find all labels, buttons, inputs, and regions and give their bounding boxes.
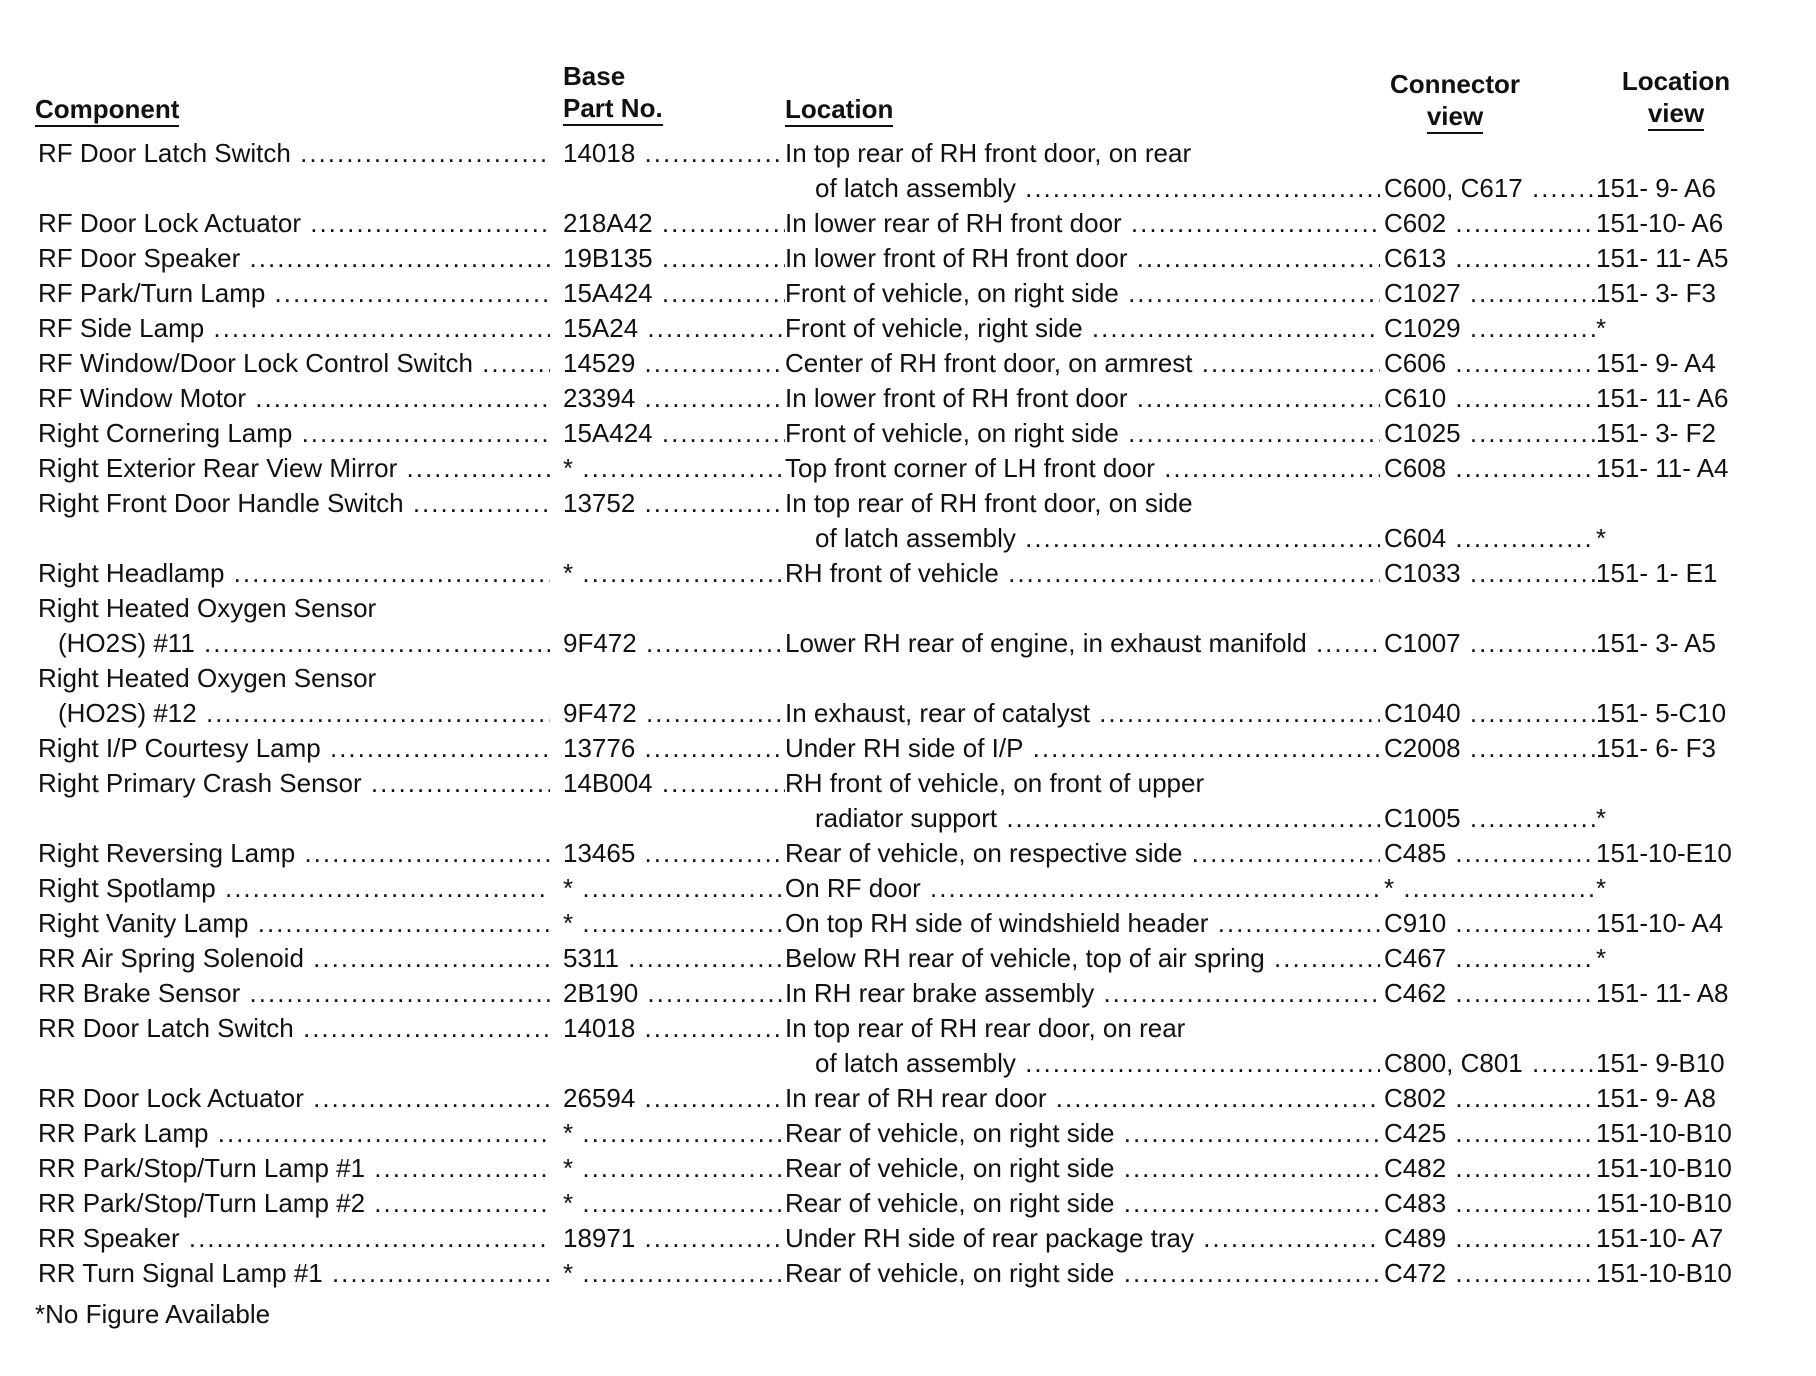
location-cell: of latch assembly ..... [815,521,1380,556]
table-row [0,416,1816,451]
component-cell: Right Primary Crash Sensor ..... [38,766,550,801]
connector-view-cell: C1027 ..... [1384,276,1596,311]
component-cell: RR Turn Signal Lamp #1 ..... [38,1256,550,1291]
table-row [0,1081,1816,1116]
table-row [0,1186,1816,1221]
connector-view-cell: C489 ..... [1384,1221,1596,1256]
part-number-cell: 14018 ..... [563,136,785,171]
table-row [0,1011,1816,1046]
part-number-cell: 9F472 ..... [563,696,785,731]
location-view-cell [1596,1011,1766,1046]
location-cell: Rear of vehicle, on right side ..... [785,1151,1380,1186]
location-cell: Center of RH front door, on armrest ..... [785,346,1380,381]
component-cell: RR Door Lock Actuator ..... [38,1081,550,1116]
part-number-cell [563,801,785,836]
location-cell: Front of vehicle, right side ..... [785,311,1380,346]
location-view-cell: 151- 6- F3 [1596,733,1716,763]
location-cell: RH front of vehicle ..... [785,556,1380,591]
location-cell: In top rear of RH rear door, on rear [785,1013,1186,1043]
table-row [0,451,1816,486]
connector-view-cell: C613 ..... [1384,241,1596,276]
location-cell: RH front of vehicle, on front of upper [785,768,1205,798]
component-cell: RR Door Latch Switch ..... [38,1011,550,1046]
component-cell: RF Park/Turn Lamp ..... [38,276,550,311]
component-cell: Right Exterior Rear View Mirror ..... [38,451,550,486]
connector-view-cell: C1029 ..... [1384,311,1596,346]
table-row [0,1221,1816,1256]
part-number-cell: 13465 ..... [563,836,785,871]
connector-view-cell: C1040 ..... [1384,696,1596,731]
location-view-cell: 151- 3- A5 [1596,628,1716,658]
component-cell: RR Air Spring Solenoid ..... [38,941,550,976]
table-row [0,941,1816,976]
component-cell: RF Door Latch Switch ..... [38,136,550,171]
connector-view-cell: C802 ..... [1384,1081,1596,1116]
location-cell: On top RH side of windshield header ..... [785,906,1380,941]
table-row [0,591,1816,626]
component-cell [38,1046,550,1081]
connector-view-cell: C462 ..... [1384,976,1596,1011]
location-view-cell: 151- 11- A5 [1596,243,1729,273]
table-body [0,136,1816,1291]
location-view-cell: 151-10-B10 [1596,1153,1732,1183]
location-view-cell: 151- 11- A8 [1596,978,1729,1008]
connector-view-cell: C600, C617 ..... [1384,171,1596,206]
location-cell: Front of vehicle, on right side ..... [785,276,1380,311]
connector-view-cell [1384,136,1596,171]
header-connector-line2: view [1427,101,1483,134]
part-number-cell [563,521,785,556]
part-number-cell: * ..... [563,1256,785,1291]
location-cell: of latch assembly ..... [815,1046,1380,1081]
table-row [0,906,1816,941]
connector-view-cell [1384,591,1596,626]
location-cell: Top front corner of LH front door ..... [785,451,1380,486]
part-number-cell: 218A42 ..... [563,206,785,241]
part-number-cell: 13776 ..... [563,731,785,766]
location-cell [785,661,1380,696]
part-number-cell: 2B190 ..... [563,976,785,1011]
part-number-cell: 18971 ..... [563,1221,785,1256]
location-view-cell: 151- 1- E1 [1596,558,1718,588]
part-number-cell: 9F472 ..... [563,626,785,661]
location-view-cell [1596,661,1766,696]
location-cell: Rear of vehicle, on right side ..... [785,1256,1380,1291]
component-cell: Right Cornering Lamp ..... [38,416,550,451]
location-view-cell: 151- 5-C10 [1596,698,1727,728]
table-row [0,381,1816,416]
part-number-cell: * ..... [563,556,785,591]
header-locview-line2: view [1648,98,1704,131]
location-cell: Lower RH rear of engine, in exhaust manifold ..... [785,626,1380,661]
location-view-cell: 151- 3- F3 [1596,278,1716,308]
header-location [785,93,893,125]
part-number-cell: 14529 ..... [563,346,785,381]
location-view-cell: 151-10-E10 [1596,838,1732,868]
connector-view-cell: C1007 ..... [1384,626,1596,661]
header-connector-line1: Connector [1390,69,1520,99]
location-cell: Front of vehicle, on right side ..... [785,416,1380,451]
component-cell: RR Speaker ..... [38,1221,550,1256]
location-view-cell [1596,591,1766,626]
part-number-cell: 13752 ..... [563,486,785,521]
table-row [0,311,1816,346]
location-view-cell: 151- 9- A6 [1596,173,1716,203]
component-cell: RF Window Motor ..... [38,381,550,416]
header-component-label: Component [35,94,179,127]
location-view-cell: 151- 3- F2 [1596,418,1716,448]
location-view-cell: 151-10- A7 [1596,1223,1724,1253]
location-cell: In rear of RH rear door ..... [785,1081,1380,1116]
connector-view-cell: C610 ..... [1384,381,1596,416]
component-cell [38,521,550,556]
part-number-cell: * ..... [563,1186,785,1221]
location-view-cell: 151-10- A6 [1596,208,1724,238]
connector-view-cell: C1025 ..... [1384,416,1596,451]
part-number-cell: * ..... [563,451,785,486]
location-cell: In top rear of RH front door, on rear [785,138,1192,168]
connector-view-cell: C608 ..... [1384,451,1596,486]
component-cell: RF Door Speaker ..... [38,241,550,276]
part-number-cell [563,171,785,206]
part-number-cell: * ..... [563,871,785,906]
header-base-part-no [563,60,663,124]
header-location-label: Location [785,94,893,127]
table-row [0,661,1816,696]
part-number-cell: 15A24 ..... [563,311,785,346]
part-number-cell: 5311 ..... [563,941,785,976]
location-view-cell: 151- 11- A4 [1596,453,1729,483]
connector-view-cell: C472 ..... [1384,1256,1596,1291]
location-view-cell: 151- 9- A4 [1596,348,1716,378]
component-cell [38,801,550,836]
location-view-cell: 151- 9-B10 [1596,1048,1725,1078]
connector-view-cell [1384,1011,1596,1046]
table-row [0,871,1816,906]
component-cell: Right Front Door Handle Switch ..... [38,486,550,521]
connector-view-cell: C604 ..... [1384,521,1596,556]
connector-view-cell: C425 ..... [1384,1116,1596,1151]
table-row [0,171,1816,206]
part-number-cell: * ..... [563,1116,785,1151]
location-cell: Under RH side of I/P ..... [785,731,1380,766]
table-row [0,1116,1816,1151]
connector-view-cell [1384,486,1596,521]
location-cell: In RH rear brake assembly ..... [785,976,1380,1011]
location-cell: On RF door ..... [785,871,1380,906]
location-cell: of latch assembly ..... [815,171,1380,206]
header-locview-line1: Location [1621,66,1731,96]
table-row [0,346,1816,381]
part-number-cell: 14018 ..... [563,1011,785,1046]
location-cell: In lower rear of RH front door ..... [785,206,1380,241]
table-row [0,486,1816,521]
header-part-line2: Part No. [563,93,663,126]
table-row [0,836,1816,871]
location-view-cell [1596,136,1766,171]
table-row [0,521,1816,556]
part-number-cell: 15A424 ..... [563,276,785,311]
connector-view-cell: C602 ..... [1384,206,1596,241]
table-row [0,626,1816,661]
table-row [0,1151,1816,1186]
component-cell: RF Side Lamp ..... [38,311,550,346]
component-cell: RF Door Lock Actuator ..... [38,206,550,241]
location-view-cell: * [1596,523,1607,553]
table-row [0,976,1816,1011]
location-view-cell: 151-10-B10 [1596,1258,1732,1288]
header-part-line1: Base [563,61,626,91]
header-connector-view [1375,68,1535,132]
component-cell: (HO2S) #11 ..... [58,626,550,661]
table-row [0,696,1816,731]
connector-view-cell: C485 ..... [1384,836,1596,871]
header-component [35,93,179,125]
part-number-cell: * ..... [563,906,785,941]
location-cell: radiator support ..... [815,801,1380,836]
connector-view-cell: C606 ..... [1384,346,1596,381]
component-cell: Right Reversing Lamp ..... [38,836,550,871]
location-cell: In top rear of RH front door, on side [785,488,1193,518]
location-cell: Rear of vehicle, on right side ..... [785,1186,1380,1221]
component-cell: (HO2S) #12 ..... [58,696,550,731]
part-number-cell: 26594 ..... [563,1081,785,1116]
component-cell: RR Park Lamp ..... [38,1116,550,1151]
component-cell: RR Park/Stop/Turn Lamp #2 ..... [38,1186,550,1221]
location-view-cell: 151- 11- A6 [1596,383,1729,413]
connector-view-cell: C483 ..... [1384,1186,1596,1221]
location-cell: In lower front of RH front door ..... [785,381,1380,416]
connector-view-cell: C1005 ..... [1384,801,1596,836]
part-number-cell: 19B135 ..... [563,241,785,276]
table-row [0,276,1816,311]
location-view-cell [1596,486,1766,521]
footnote: *No Figure Available [35,1299,271,1329]
component-cell: Right Heated Oxygen Sensor [38,663,377,693]
connector-view-cell: C1033 ..... [1384,556,1596,591]
connector-view-cell [1384,661,1596,696]
component-cell: Right I/P Courtesy Lamp ..... [38,731,550,766]
part-number-cell: * ..... [563,1151,785,1186]
location-view-cell: 151- 9- A8 [1596,1083,1716,1113]
component-cell: Right Headlamp ..... [38,556,550,591]
table-row [0,1256,1816,1291]
part-number-cell [563,1046,785,1081]
table-row [0,556,1816,591]
location-view-cell: 151-10-B10 [1596,1188,1732,1218]
table-row [0,136,1816,171]
location-cell: In lower front of RH front door ..... [785,241,1380,276]
location-view-cell: 151-10- A4 [1596,908,1724,938]
component-cell: Right Vanity Lamp ..... [38,906,550,941]
component-cell: RF Window/Door Lock Control Switch ..... [38,346,550,381]
component-cell: RR Park/Stop/Turn Lamp #1 ..... [38,1151,550,1186]
table-row [0,241,1816,276]
table-row [0,766,1816,801]
connector-view-cell: C2008 ..... [1384,731,1596,766]
location-cell: In exhaust, rear of catalyst ..... [785,696,1380,731]
component-cell: RR Brake Sensor ..... [38,976,550,1011]
connector-view-cell [1384,766,1596,801]
location-view-cell: * [1596,873,1607,903]
table-row [0,206,1816,241]
location-cell: Rear of vehicle, on respective side ..... [785,836,1380,871]
part-number-cell [563,661,785,696]
location-view-cell [1596,766,1766,801]
component-cell: Right Spotlamp ..... [38,871,550,906]
part-number-cell: 15A424 ..... [563,416,785,451]
header-location-view [1598,65,1754,129]
table-row [0,731,1816,766]
connector-view-cell: C800, C801 ..... [1384,1046,1596,1081]
connector-view-cell: C482 ..... [1384,1151,1596,1186]
part-number-cell [563,591,785,626]
component-cell: Right Heated Oxygen Sensor [38,593,377,623]
connector-view-cell: * ..... [1384,871,1596,906]
location-view-cell: * [1596,313,1607,343]
component-cell [38,171,550,206]
location-cell [785,591,1380,626]
location-view-cell: 151-10-B10 [1596,1118,1732,1148]
location-cell: Below RH rear of vehicle, top of air spring ..... [785,941,1380,976]
location-view-cell: * [1596,943,1607,973]
part-number-cell: 14B004 ..... [563,766,785,801]
location-view-cell: * [1596,803,1607,833]
location-cell: Rear of vehicle, on right side ..... [785,1116,1380,1151]
part-number-cell: 23394 ..... [563,381,785,416]
connector-view-cell: C910 ..... [1384,906,1596,941]
location-cell: Under RH side of rear package tray ..... [785,1221,1380,1256]
connector-view-cell: C467 ..... [1384,941,1596,976]
table-row [0,1046,1816,1081]
table-row [0,801,1816,836]
